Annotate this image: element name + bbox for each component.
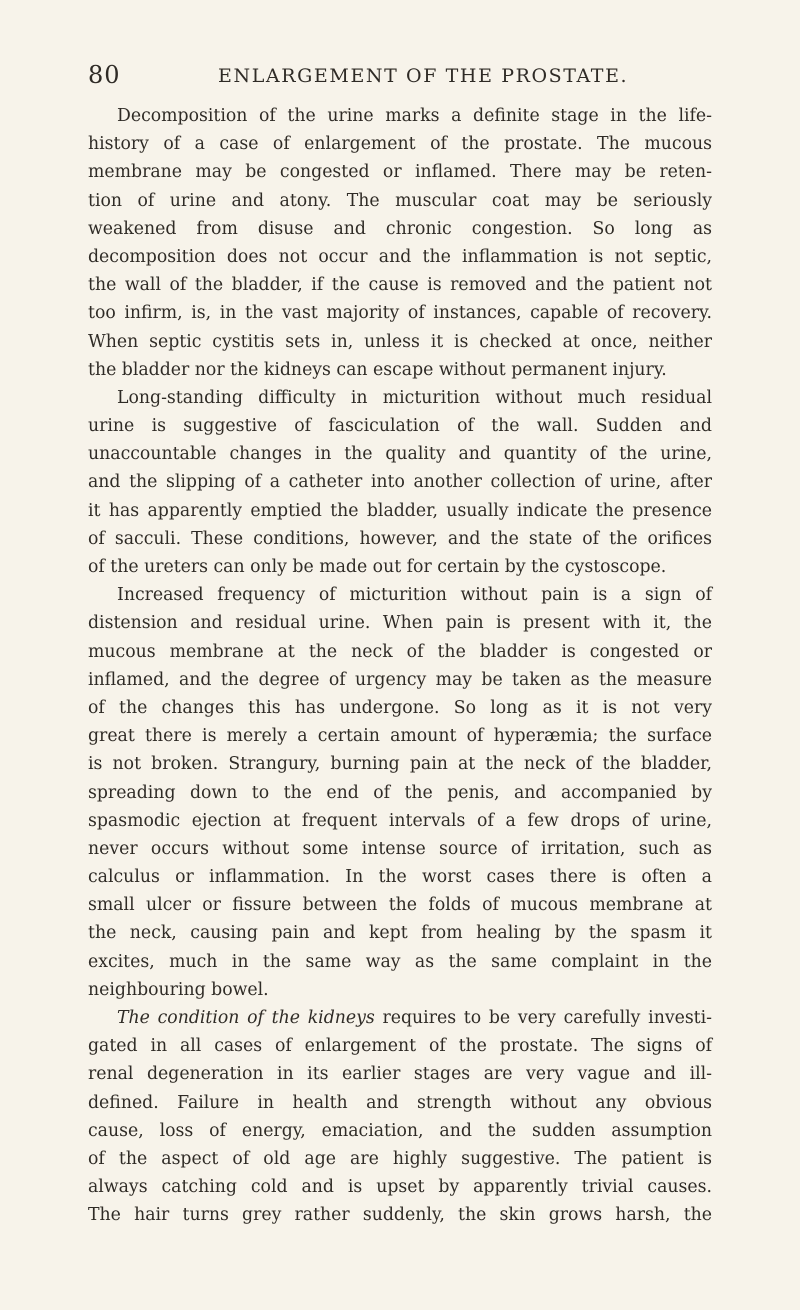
text-line: of sacculi. These conditions, however, and the state of the orifices: [88, 528, 712, 549]
text-line: mucous membrane at the neck of the bladder is congested or: [88, 641, 712, 662]
running-title: ENLARGEMENT OF THE PROSTATE.: [218, 65, 629, 87]
text-line: spasmodic ejection at frequent intervals of a few drops of urine,: [88, 810, 712, 831]
text-line: excites, much in the same way as the same complaint in the: [88, 951, 712, 972]
text-line: gated in all cases of enlargement of the prostate. The signs of: [88, 1036, 712, 1057]
text-line: small ulcer or fissure between the folds of mucous membrane at: [88, 895, 712, 916]
text-line: it has apparently emptied the bladder, usually indicate the presence: [88, 500, 712, 521]
text-line: cause, loss of energy, emaciation, and the sudden assumption: [88, 1120, 712, 1141]
text-line: [88, 1004, 712, 1032]
text-line: the wall of the bladder, if the cause is removed and the patient not: [88, 275, 712, 296]
text-line: distension and residual urine. When pain is present with it, the: [88, 613, 712, 634]
text-line: too infirm, is, in the vast majority of instances, capable of recovery.: [88, 303, 712, 324]
text-line: spreading down to the end of the penis, and accompanied by: [88, 782, 712, 803]
running-head: [0, 58, 800, 92]
text-line: is not broken. Strangury, burning pain at the neck of the bladder,: [88, 754, 712, 775]
text-line: unaccountable changes in the quality and quantity of the urine,: [88, 444, 712, 465]
text-line: never occurs without some intense source of irritation, such as: [88, 838, 712, 859]
body-text: [88, 102, 712, 1230]
text-run: requires to be very carefully investi-: [374, 1008, 712, 1028]
text-line: always catching cold and is upset by apparently trivial causes.: [88, 1177, 712, 1198]
italic-heading-phrase: The condition of the kidneys: [117, 1008, 375, 1028]
text-line: of the ureters can only be made out for certain by the cystoscope.: [88, 557, 667, 577]
text-line: defined. Failure in health and strength without any obvious: [88, 1092, 712, 1113]
text-line: weakened from disuse and chronic congestion. So long as: [88, 218, 712, 239]
page-number: 80: [88, 61, 121, 89]
text-line: renal degeneration in its earlier stages are very vague and ill-: [88, 1064, 712, 1085]
text-line: history of a case of enlargement of the prostate. The mucous: [88, 134, 712, 155]
text-line: decomposition does not occur and the inflammation is not septic,: [88, 246, 712, 267]
text-line: neighbouring bowel.: [88, 979, 269, 1000]
text-line: the bladder nor the kidneys can escape without permanent injury.: [88, 359, 667, 380]
text-line: the neck, causing pain and kept from healing by the spasm it: [88, 923, 712, 944]
text-line: Long-standing difficulty in micturition without much residual: [117, 387, 712, 408]
text-line: calculus or inflammation. In the worst cases there is often a: [88, 867, 712, 888]
text-line: great there is merely a certain amount of hyperæmia; the surface: [88, 726, 712, 747]
text-line: membrane may be congested or inflamed. There may be reten-: [88, 162, 712, 183]
text-line: and the slipping of a catheter into another collection of urine, after: [88, 472, 712, 493]
text-line: of the aspect of old age are highly suggestive. The patient is: [88, 1148, 712, 1169]
text-line: of the changes this has undergone. So long as it is not very: [88, 697, 712, 718]
text-line: Increased frequency of micturition without pain is a sign of: [117, 585, 712, 606]
text-line: tion of urine and atony. The muscular coat may be seriously: [88, 190, 712, 211]
text-line: The hair turns grey rather suddenly, the skin grows harsh, the: [88, 1205, 712, 1226]
text-line: urine is suggestive of fasciculation of the wall. Sudden and: [88, 416, 712, 437]
text-line: Decomposition of the urine marks a definite stage in the life-: [117, 106, 712, 126]
text-line: inflamed, and the degree of urgency may be taken as the measure: [88, 669, 712, 690]
text-line: When septic cystitis sets in, unless it is checked at once, neither: [88, 331, 712, 352]
